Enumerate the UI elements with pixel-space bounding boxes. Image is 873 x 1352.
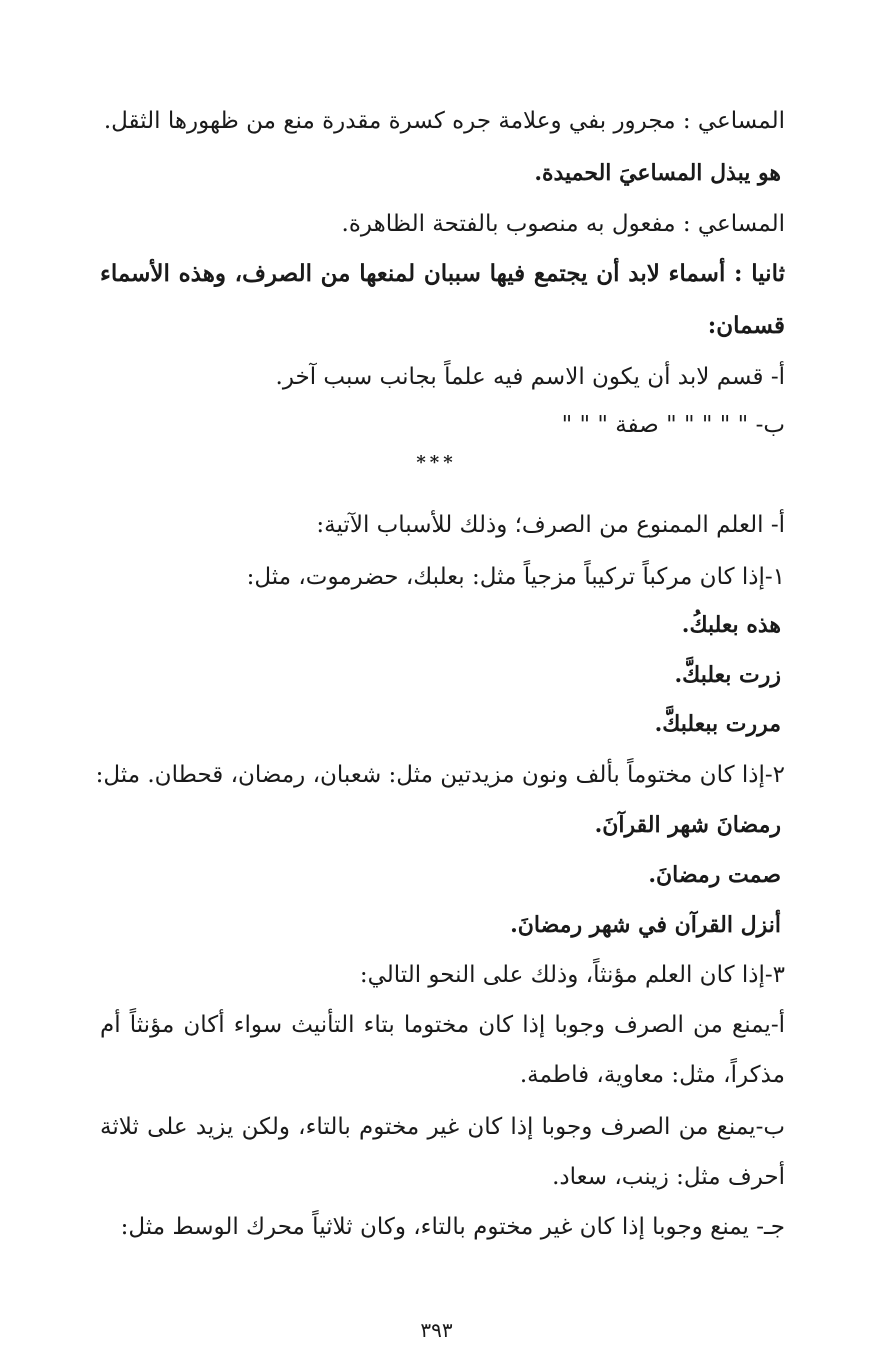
text-line-3: ثانيا : أسماء لابد أن يجتمع فيها سببان لمنعها من الصرف، وهذه الأسماء xyxy=(100,260,785,287)
list-item-a: أ- قسم لابد أن يكون الاسم فيه علماً بجانب سبب آخر. xyxy=(275,364,785,390)
rule-3a: أ-يمنع من الصرف وجوبا إذا كان مختوما بتاء التأنيث سواء أكان مؤنثاً أم xyxy=(100,1012,785,1038)
rule-3a-cont: مذكراً، مثل: معاوية، فاطمة. xyxy=(519,1062,785,1088)
example-2a: رمضانَ شهر القرآنَ. xyxy=(594,812,781,838)
rule-3: ٣-إذا كان العلم مؤنثاً، وذلك على النحو التالي: xyxy=(359,962,785,988)
example-line-1: هو يبذل المساعيَ الحميدة. xyxy=(534,160,781,186)
rule-3c: جـ- يمنع وجوبا إذا كان غير مختوم بالتاء، وكان ثلاثياً محرك الوسط مثل: xyxy=(120,1214,785,1240)
example-2c: أنزل القرآن في شهر رمضانَ. xyxy=(510,912,781,938)
example-1c: مررت ببعلبكَّ. xyxy=(654,711,781,737)
text-line-2: المساعي : مفعول به منصوب بالفتحة الظاهرة. xyxy=(341,211,785,237)
rule-2: ٢-إذا كان مختوماً بألف ونون مزيدتين مثل: شعبان، رمضان، قحطان. مثل: xyxy=(95,762,785,788)
text-line-1: المساعي : مجرور بفي وعلامة جره كسرة مقدرة منع من ظهورها الثقل. xyxy=(103,108,785,134)
text-line-4: قسمان: xyxy=(707,312,785,339)
section-heading: أ- العلم الممنوع من الصرف؛ وذلك للأسباب الآتية: xyxy=(316,512,785,538)
list-item-b: ب- " " " " " صفة " " " xyxy=(561,412,785,438)
page-number: ٣٩٣ xyxy=(420,1318,453,1342)
rule-3b-cont: أحرف مثل: زينب، سعاد. xyxy=(552,1164,785,1190)
example-1b: زرت بعلبكَّ. xyxy=(674,662,781,688)
rule-1: ١-إذا كان مركباً تركيباً مزجياً مثل: بعلبك، حضرموت، مثل: xyxy=(246,564,785,590)
example-1a: هذه بعلبكُ. xyxy=(681,612,781,638)
rule-3b: ب-يمنع من الصرف وجوبا إذا كان غير مختوم بالتاء، ولكن يزيد على ثلاثة xyxy=(100,1114,785,1140)
example-2b: صمت رمضانَ. xyxy=(648,862,781,888)
section-divider: *** xyxy=(416,452,457,473)
